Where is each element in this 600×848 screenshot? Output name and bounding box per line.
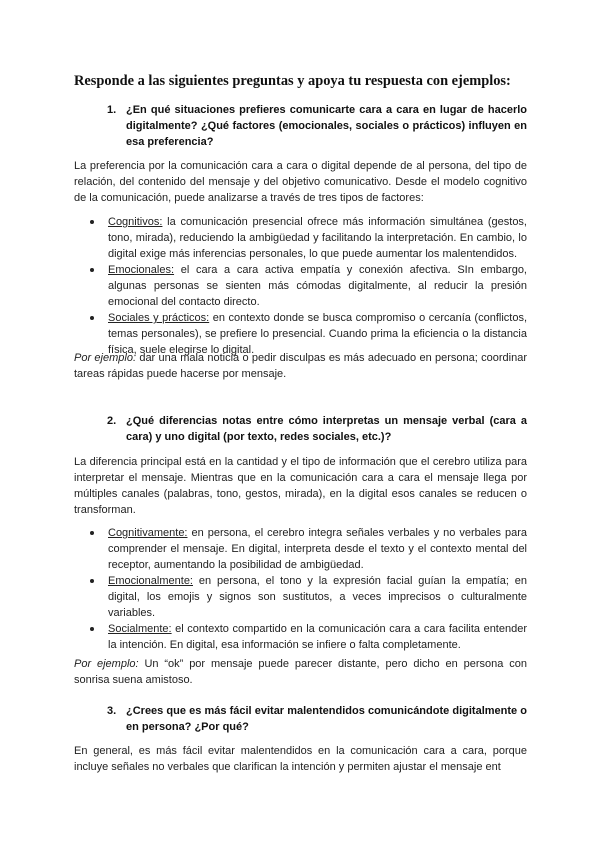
answer-intro-2: La diferencia principal está en la cantidad y el tipo de información que el cerebro utiliza para interpretar el mensaje. Mientras que en la comunicación cara a cara el mensaje llega por múltiples canales (palabras, tono, gestos, mirada), en la digital esos canales se reducen o transforman. (74, 456, 527, 516)
bullet-list-2 (90, 525, 527, 653)
answer-intro-1: La preferencia por la comunicación cara a cara o digital depende de al persona, del tipo de relación, del contenido del mensaje y del objetivo comunicativo. Desde el modelo cognitivo de la comunicación, puede analizarse a través de tres tipos de factores: (74, 160, 527, 204)
bullet-text: el contexto compartido en la comunicación cara a cara facilita entender la intención. En digital, esa información se infiere o falta completamente. (108, 623, 527, 651)
bullet-term: Sociales y prácticos: (108, 312, 210, 324)
question-3 (107, 703, 527, 735)
question-text: ¿Qué diferencias notas entre cómo interpretas un mensaje verbal (cara a cara) y uno digital (por texto, redes sociales, etc.)? (126, 415, 527, 443)
bullet-icon (90, 220, 94, 224)
bullet-text: la comunicación presencial ofrece más información simultánea (gestos, tono, mirada), reduciendo la ambigüedad y facilitando la interpretación. En cambio, lo digital exige más inferencias personales, lo que puede aumentar los malentendidos. (108, 216, 527, 260)
question-text: ¿Crees que es más fácil evitar malentendidos comunicándote digitalmente o en persona? ¿Por qué? (126, 705, 527, 733)
bullet-text: en persona, el tono y la expresión facial guían la empatía; en digital, los emojis y signos son sustitutos, a veces imprecisos o culturalmente variables. (108, 575, 527, 619)
bullet-icon (90, 579, 94, 583)
bullet-icon (90, 531, 94, 535)
bullet-term: Cognitivamente: (108, 527, 188, 539)
bullet-term: Socialmente: (108, 623, 172, 635)
bullet-text: el cara a cara activa empatía y conexión afectiva. SIn embargo, algunas personas se sienten más cómodas digitalmente, al reducir la presión emocional del contacto directo. (108, 264, 527, 308)
bullet-list-1 (90, 214, 527, 358)
example-paragraph-1 (74, 350, 527, 382)
bullet-term: Emocionalmente: (108, 575, 193, 587)
example-text: Un “ok” por mensaje puede parecer distante, pero dicho en persona con sonrisa suena amistoso. (74, 658, 527, 686)
list-item (90, 525, 527, 573)
bullet-icon (90, 316, 94, 320)
example-paragraph-2 (74, 656, 527, 688)
question-text: ¿En qué situaciones prefieres comunicarte cara a cara en lugar de hacerlo digitalmente? ¿Qué factores (emocionales, sociales o prácticos) influyen en esa preferencia? (126, 104, 527, 148)
list-item (90, 262, 527, 310)
bullet-icon (90, 627, 94, 631)
example-label: Por ejemplo: (74, 658, 139, 670)
question-1 (107, 102, 527, 150)
example-label: Por ejemplo: (74, 352, 137, 364)
question-number: 1. (107, 104, 117, 116)
page-heading: Responde a las siguientes preguntas y apoya tu respuesta con ejemplos: (74, 73, 511, 89)
bullet-icon (90, 268, 94, 272)
list-item (90, 573, 527, 621)
bullet-term: Emocionales: (108, 264, 175, 276)
question-number: 3. (107, 705, 117, 717)
answer-intro-3: En general, es más fácil evitar malentendidos en la comunicación cara a cara, porque incluye señales no verbales que clarifican la intención y permiten ajustar el mensaje ent (74, 745, 527, 773)
list-item (90, 214, 527, 262)
question-number: 2. (107, 415, 117, 427)
question-2 (107, 413, 527, 445)
list-item (90, 621, 527, 653)
bullet-text: en contexto donde se busca compromiso o cercanía (conflictos, temas personales), se prefiere lo presencial. Cuando prima la eficiencia o la distancia física, suele elegirse lo digital. (108, 312, 527, 356)
bullet-text: en persona, el cerebro integra señales verbales y no verbales para comprender el mensaje. En digital, interpreta desde el texto y el contexto mental del receptor, aumentando la posibilidad de ambigüedad. (108, 527, 527, 571)
example-text: dar una mala noticia o pedir disculpas es más adecuado en persona; coordinar tareas rápidas puede hacerse por mensaje. (74, 352, 527, 380)
bullet-term: Cognitivos: (108, 216, 163, 228)
